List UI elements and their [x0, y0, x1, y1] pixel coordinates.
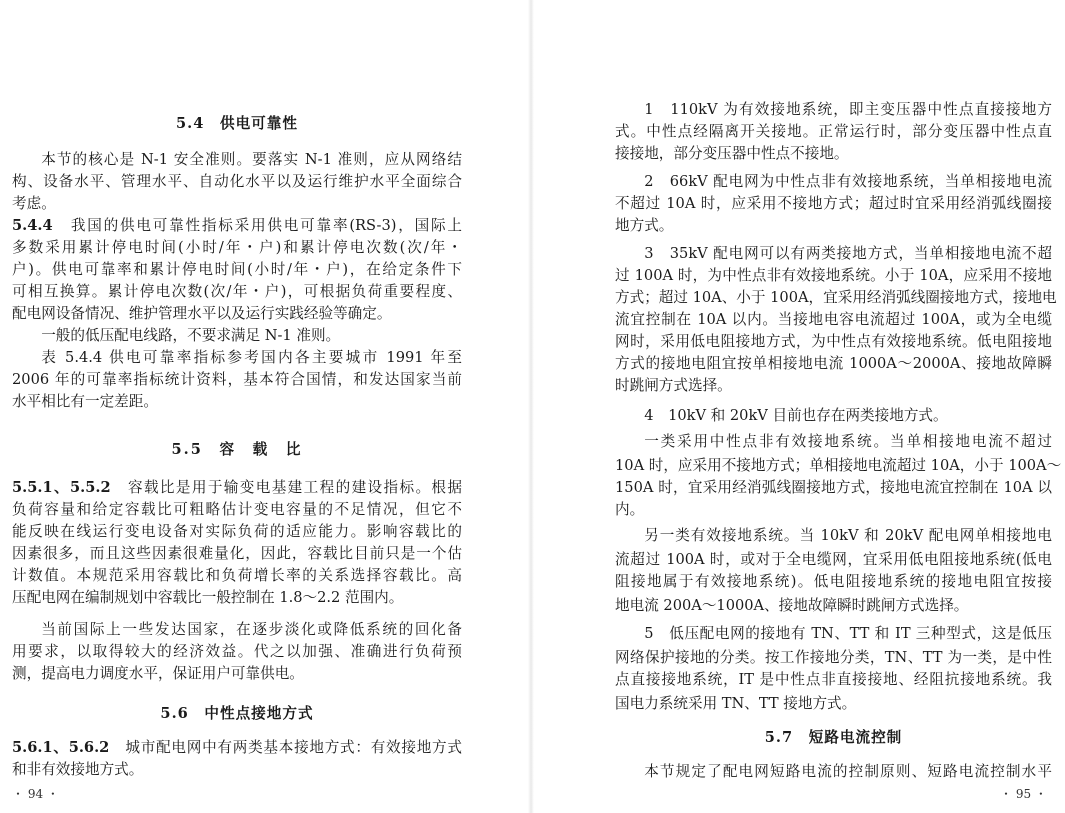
paragraph-line: 多数采用累计停电时间(小时/年・户)和累计停电次数(次/年・	[12, 239, 462, 256]
clause-5-6-1-line	[12, 738, 462, 758]
paragraph-line: 地电流 200A～1000A、接地故障瞬时跳闸方式选择。	[615, 597, 969, 614]
paragraph-line: 网络保护接地的分类。按工作接地分类，TN、TT 为一类，是中性	[615, 649, 1052, 666]
paragraph-line: 内。	[615, 501, 645, 518]
paragraph-line: 一般的低压配电线路，不要求满足 N-1 准则。	[41, 327, 341, 344]
clause-5-5-1-line	[12, 478, 462, 498]
paragraph-line: 测，提高电力调度水平，保证用户可靠供电。	[12, 665, 304, 682]
paragraph-line: 考虑。	[12, 195, 56, 212]
paragraph-line: 和非有效接地方式。	[12, 761, 144, 778]
clause-number: 5.4.4	[12, 217, 53, 234]
paragraph-line: 流宜控制在 10A 以内。当接地电容电流超过 100A，或为全电缆	[615, 311, 1052, 328]
paragraph-line: 户)。供电可靠率和累计停电时间(小时/年・户)，在给定条件下	[12, 261, 462, 278]
paragraph-line: 10A 时，应采用不接地方式；单相接地电流超过 10A，小于 100A～	[615, 457, 1062, 474]
section-heading-5-5: 5.5 容 载 比	[171, 441, 303, 458]
paragraph-line: 阻接地属于有效接地系统)。低电阻接地系统的接地电阻宜按接	[615, 573, 1052, 590]
paragraph-line: 网时，采用低电阻接地方式，为中性点有效接地系统。低电阻接地	[615, 333, 1052, 350]
paragraph-line: 压配电网在编制规划中容载比一般控制在 1.8～2.2 范围内。	[12, 589, 404, 606]
paragraph-line: 能反映在线运行变电设备对实际负荷的适应能力。影响容载比的	[12, 523, 462, 540]
paragraph-line: 因素很多，而且这些因素很难量化，因此，容载比目前只是一个估	[12, 545, 462, 562]
clause-number: 5.5.1、5.5.2	[12, 479, 111, 496]
left-page	[0, 0, 532, 813]
paragraph-line: 负荷容量和给定容载比可粗略估计变电容量的不足情况，但它不	[12, 501, 462, 518]
paragraph-line: 本节的核心是 N-1 安全准则。要落实 N-1 准则，应从网络结	[41, 151, 462, 168]
paragraph-line: 可相互换算。累计停电次数(次/年・户)，可根据负荷重要程度、	[12, 283, 462, 300]
paragraph-line: 水平相比有一定差距。	[12, 393, 158, 410]
section-heading-5-6: 5.6 中性点接地方式	[160, 705, 314, 722]
clause-text: 我国的供电可靠性指标采用供电可靠率(RS-3)，国际上	[70, 217, 462, 234]
paragraph-line: 构、设备水平、管理水平、自动化水平以及运行维护水平全面综合	[12, 173, 462, 190]
paragraph-line: 式。中性点经隔离开关接地。正常运行时，部分变压器中性点直	[615, 123, 1052, 140]
clause-text: 城市配电网中有两类基本接地方式：有效接地方式	[125, 739, 462, 756]
paragraph-line: 配电网设备情况、维护管理水平以及运行实践经验等确定。	[12, 305, 392, 322]
page-number-left: ・ 94 ・	[12, 787, 59, 801]
section-heading-5-4: 5.4 供电可靠性	[176, 115, 298, 132]
paragraph-line: 2006 年的可靠率指标统计资料，基本符合国情，和发达国家当前	[12, 371, 462, 388]
paragraph-line: 计数值。本规范采用容载比和负荷增长率的关系选择容载比。高	[12, 567, 462, 584]
paragraph-line: 5 低压配电网的接地有 TN、TT 和 IT 三种型式，这是低压	[644, 625, 1052, 642]
section-heading-5-7: 5.7 短路电流控制	[764, 729, 903, 746]
paragraph-line: 本节规定了配电网短路电流的控制原则、短路电流控制水平	[644, 763, 1052, 780]
paragraph-line: 方式的接地电阻宜按单相接地电流 1000A～2000A、接地故障瞬	[615, 355, 1052, 372]
paragraph-line: 4 10kV 和 20kV 目前也存在两类接地方式。	[644, 407, 948, 424]
page-number-right: ・ 95 ・	[1000, 787, 1047, 801]
paragraph-line: 一类采用中性点非有效接地系统。当单相接地电流不超过	[644, 433, 1052, 450]
paragraph-line: 150A 时，宜采用经消弧线圈接地方式，接地电流宜控制在 10A 以	[615, 479, 1052, 496]
paragraph-line: 当前国际上一些发达国家，在逐步淡化或降低系统的回化备	[41, 621, 462, 638]
paragraph-line: 2 66kV 配电网为中性点非有效接地系统，当单相接地电流	[644, 173, 1052, 190]
clause-number: 5.6.1、5.6.2	[12, 739, 110, 756]
paragraph-line: 用要求，以取得较大的经济效益。代之以加强、准确进行负荷预	[12, 643, 462, 660]
paragraph-line: 过 100A 时，为中性点非有效接地系统。小于 10A，应采用不接地	[615, 267, 1052, 284]
paragraph-line: 不超过 10A 时，应采用不接地方式；超过时宜采用经消弧线圈接	[615, 195, 1052, 212]
clause-5-4-4-line	[12, 216, 462, 236]
paragraph-line: 时跳闸方式选择。	[615, 377, 732, 394]
paragraph-line: 方式；超过 10A、小于 100A，宜采用经消弧线圈接地方式，接地电	[615, 289, 1057, 306]
paragraph-line: 1 110kV 为有效接地系统，即主变压器中性点直接接地方	[644, 101, 1052, 118]
paragraph-line: 接接地，部分变压器中性点不接地。	[615, 145, 849, 162]
paragraph-line: 点直接接地系统，IT 是中性点非直接接地、经阻抗接地系统。我	[615, 671, 1052, 688]
paragraph-line: 表 5.4.4 供电可靠率指标参考国内各主要城市 1991 年至	[41, 349, 462, 366]
clause-text: 容载比是用于输变电基建工程的建设指标。根据	[127, 479, 462, 496]
paragraph-line: 流超过 100A 时，或对于全电缆网，宜采用低电阻接地系统(低电	[615, 551, 1052, 568]
paragraph-line: 另一类有效接地系统。当 10kV 和 20kV 配电网单相接地电	[644, 527, 1052, 544]
paragraph-line: 地方式。	[615, 217, 674, 234]
paragraph-line: 3 35kV 配电网可以有两类接地方式，当单相接地电流不超	[644, 245, 1052, 262]
right-page	[532, 0, 1065, 813]
paragraph-line: 国电力系统采用 TN、TT 接地方式。	[615, 695, 857, 712]
